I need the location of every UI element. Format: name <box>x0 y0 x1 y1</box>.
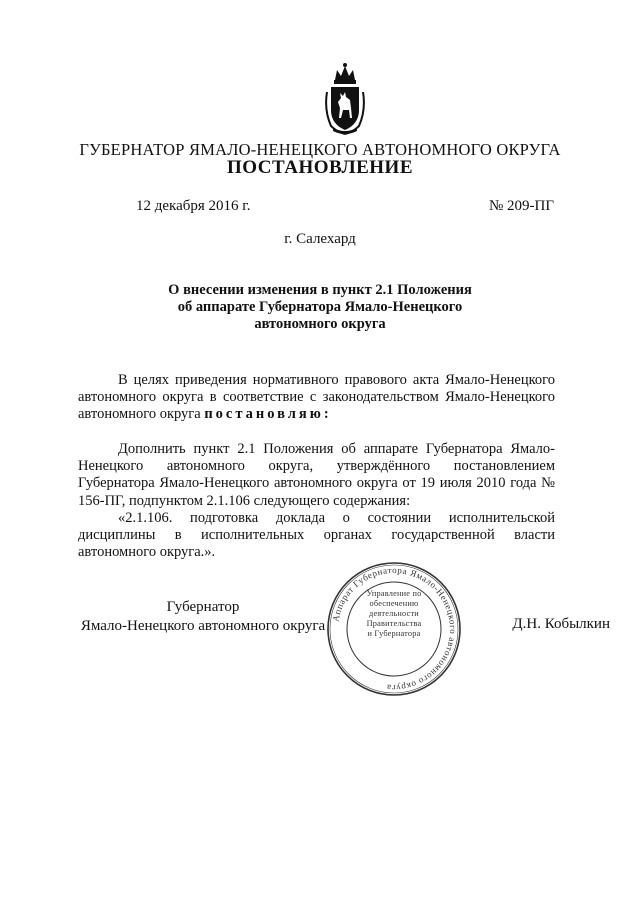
stamp-line-1: Управление по <box>366 589 422 598</box>
signatory-name: Д.Н. Кобылкин <box>512 616 610 632</box>
stamp-inner-text <box>347 589 441 639</box>
new-subpoint-text: «2.1.106. подготовка доклада о состоянии исполнительской дисциплины в исполнительных органах государственной власти автономного округа.». <box>78 510 555 561</box>
stamp-line-2: обеспечению <box>369 599 419 608</box>
signatory-title <box>78 598 328 636</box>
preamble-text: В целях приведения нормативного правового акта Ямало-Ненецкого автономного округа в соответствие с законодательством Ямало-Ненецкого автономного округа <box>78 372 555 423</box>
document-type: ПОСТАНОВЛЕНИЕ <box>226 157 414 178</box>
heading-line-1: О внесении изменения в пункт 2.1 Положения <box>168 282 472 298</box>
document-heading <box>120 282 520 333</box>
document-number: № 209-ПГ <box>488 198 554 214</box>
paragraph-preamble <box>78 372 555 424</box>
amendment-text: Дополнить пункт 2.1 Положения об аппарате Губернатора Ямало-Ненецкого автономного округа, утверждённого постановлением Губернатора Ямало-Ненецкого автономного округа от 19 июля 2010 года № 156-ПГ, подпунктом 2.1.106 следующего содержания: <box>78 441 555 509</box>
document-city: г. Салехард <box>284 231 356 247</box>
stamp-line-5: и Губернатора <box>367 629 421 638</box>
stamp-line-4: Правительства <box>366 619 422 628</box>
signatory-title-line-2: Ямало-Ненецкого автономного округа <box>80 618 326 634</box>
preamble-decree-word: постановляю: <box>204 406 332 423</box>
coat-of-arms-icon <box>323 62 367 136</box>
heading-line-3: автономного округа <box>254 316 386 332</box>
heading-line-2: об аппарате Губернатора Ямало-Ненецкого <box>177 299 463 315</box>
authority-title: ГУБЕРНАТОР ЯМАЛО-НЕНЕЦКОГО АВТОНОМНОГО ОКРУГА <box>79 140 561 159</box>
stamp-ring-text: Аппарат Губернатора Ямало-Ненецкого автономного округа <box>330 564 459 694</box>
signatory-title-line-1: Губернатор <box>166 599 240 615</box>
paragraph-amendment <box>78 441 555 510</box>
stamp-line-3: деятельности <box>369 609 419 618</box>
document-date: 12 декабря 2016 г. <box>136 198 251 214</box>
paragraph-new-subpoint <box>78 510 555 562</box>
